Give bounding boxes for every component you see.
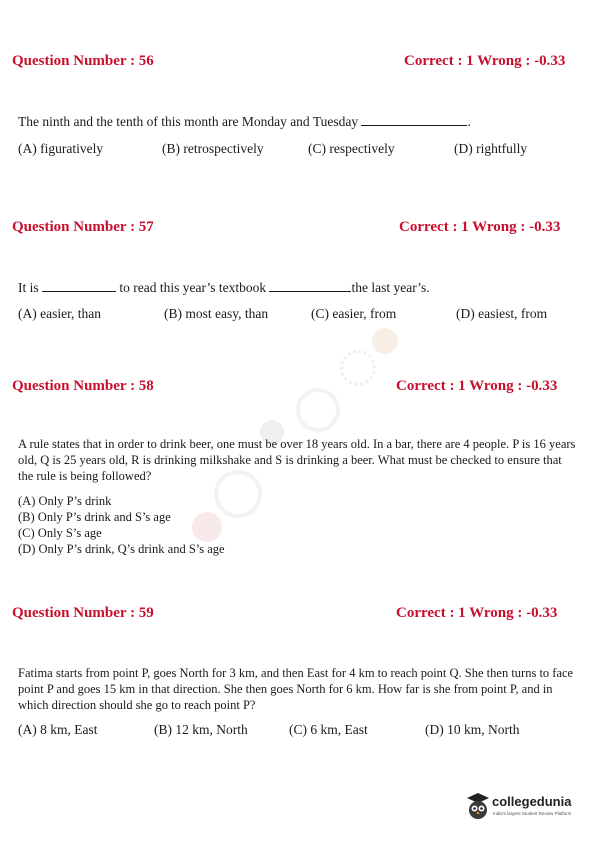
question-number-59: Question Number : 59 [12,605,154,621]
option-a-57: (A) easier, than [18,306,102,321]
question-text-56-main: The ninth and the tenth of this month are Monday and Tuesday [18,114,359,129]
question-text-56 [18,113,471,130]
watermark-seal [372,328,398,354]
option-c-59: (C) 6 km, East [289,722,368,737]
question-text-59: Fatima starts from point P, goes North for 3 km, and then East for 4 km to reach point Q. She then turns to face point P and goes 15 km in that direction. She then goes North for 6 km. How far is she from point P, and in which direction should she go to reach point P? [18,666,574,712]
option-a-58: (A) Only P’s drink [18,494,112,508]
marks-scheme-58: Correct : 1 Wrong : -0.33 [396,378,558,394]
question-number-57: Question Number : 57 [12,219,154,235]
option-a-59: (A) 8 km, East [18,722,98,737]
watermark-seal [340,350,376,386]
option-b-56: (B) retrospectively [162,141,264,156]
question-number-56: Question Number : 56 [12,53,154,69]
watermark-seal [192,512,222,542]
question-text-57-part1: It is [18,280,39,295]
option-d-59: (D) 10 km, North [425,722,520,737]
question-text-57-part2: to read this year’s textbook [119,280,267,295]
option-b-57: (B) most easy, than [164,306,269,321]
graduate-owl-icon [466,792,490,822]
option-c-58: (C) Only S’s age [18,526,102,540]
fill-blank [361,113,467,126]
marks-scheme-59: Correct : 1 Wrong : -0.33 [396,605,558,621]
question-text-57 [18,279,430,296]
option-b-58: (B) Only P’s drink and S’s age [18,510,171,524]
brand-logo[interactable] [466,790,576,824]
brand-logo-name: collegedunia [492,794,572,809]
option-c-56: (C) respectively [308,141,395,156]
question-number-58: Question Number : 58 [12,378,154,394]
brand-logo-tagline: India's largest Student Review Platform [493,811,572,816]
watermark-seal [296,388,340,432]
fill-blank [42,279,116,292]
question-text-57-part3: the last year’s. [351,280,430,295]
option-a-56: (A) figuratively [18,141,104,156]
option-c-57: (C) easier, from [311,306,397,321]
question-text-56-end: . [467,114,471,129]
marks-scheme-56: Correct : 1 Wrong : -0.33 [404,53,566,69]
option-d-58: (D) Only P’s drink, Q’s drink and S’s age [18,542,225,556]
question-text-58: A rule states that in order to drink beer, one must be over 18 years old. In a bar, there are 4 people. P is 16 years old, Q is 25 years old, R is drinking milkshake and S is drinking a beer. What must be checked to ensure that the rule is being followed? [18,437,576,483]
option-d-56: (D) rightfully [454,141,528,156]
option-d-57: (D) easiest, from [456,306,548,321]
option-b-59: (B) 12 km, North [154,722,248,737]
fill-blank [269,279,351,292]
marks-scheme-57: Correct : 1 Wrong : -0.33 [399,219,561,235]
